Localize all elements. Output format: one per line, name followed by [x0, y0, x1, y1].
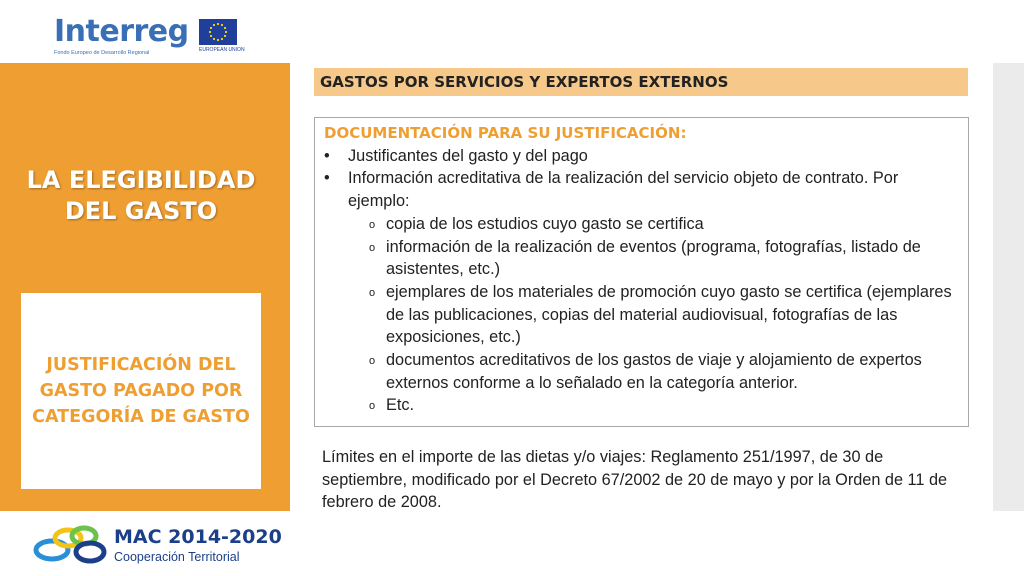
interreg-logo: [52, 12, 252, 62]
sub-list-item: o Etc.: [324, 394, 958, 417]
page-title-line1: LA ELEGIBILIDAD: [26, 166, 256, 194]
documentation-box: [314, 117, 969, 427]
eu-label: EUROPEAN UNION: [199, 47, 245, 53]
subtitle-line3: CATEGORÍA DE GASTO: [32, 407, 250, 427]
section-heading: GASTOS POR SERVICIOS Y EXPERTOS EXTERNOS: [314, 68, 968, 96]
left-panel: [0, 63, 290, 511]
sub-list-item: o ejemplares de los materiales de promoción cuyo gasto se certifica (ejemplares de las publicaciones, copias del material audiovisual, fotografías de las exposiciones, etc.): [324, 281, 958, 349]
program-subtitle: Cooperación Territorial: [114, 550, 240, 564]
interreg-logo-subtitle: Fondo Europeo de Desarrollo Regional: [54, 50, 150, 56]
page-title-line2: DEL GASTO: [64, 197, 218, 225]
sub-list-item: o copia de los estudios cuyo gasto se certifica: [324, 213, 958, 236]
eu-flag-icon: [199, 19, 237, 45]
bullet-item: • Justificantes del gasto y del pago: [324, 145, 958, 168]
bullet-item: • Información acreditativa de la realización del servicio objeto de contrato. Por ejemplo:: [324, 167, 958, 212]
page-title: [0, 165, 282, 227]
sub-list-item: o información de la realización de eventos (programa, fotografías, listado de asistentes, etc.): [324, 236, 958, 281]
right-side-strip: [993, 63, 1024, 511]
subtitle-line1: JUSTIFICACIÓN DEL: [46, 355, 236, 375]
subtitle-text: [32, 352, 250, 430]
sub-list-item: o documentos acreditativos de los gastos de viaje y alojamiento de expertos externos conforme a lo señalado en la categoría anterior.: [324, 349, 958, 394]
documentation-title: DOCUMENTACIÓN PARA SU JUSTIFICACIÓN:: [324, 124, 687, 142]
subtitle-box: [21, 293, 261, 489]
mac-rings-icon: [32, 520, 112, 568]
limits-paragraph: Límites en el importe de las dietas y/o viajes: Reglamento 251/1997, de 30 de septiembre, modificado por el Decreto 67/2002 de 20 de mayo y por la Orden de 11 de febrero de 2008.: [322, 448, 948, 512]
interreg-logo-word: Interreg: [54, 14, 189, 49]
mac-logo: [32, 520, 282, 568]
subtitle-line2: GASTO PAGADO POR: [39, 381, 243, 401]
program-title: MAC 2014-2020: [114, 526, 282, 548]
